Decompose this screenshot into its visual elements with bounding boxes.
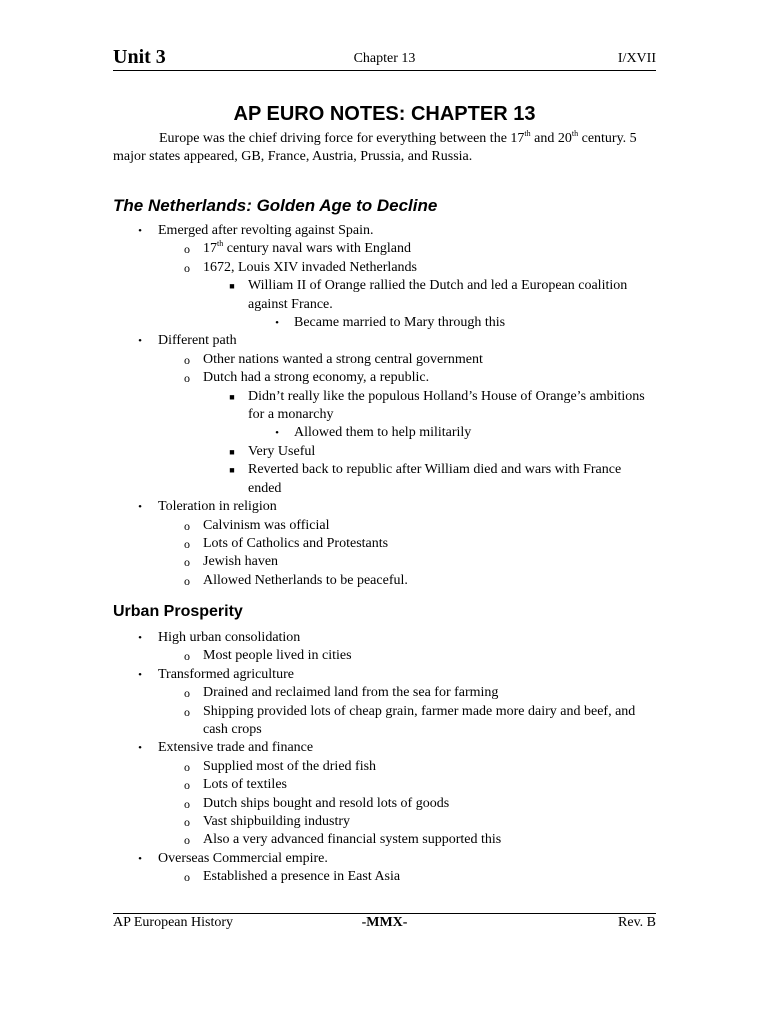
course-name: AP European History — [113, 915, 234, 930]
section-heading-netherlands: The Netherlands: Golden Age to Decline — [113, 196, 438, 215]
list-marker: o — [184, 518, 190, 533]
list-marker: o — [184, 555, 190, 570]
list-item — [113, 831, 656, 849]
list-item-text: Dutch had a strong economy, a republic. — [203, 370, 430, 386]
list-item — [113, 758, 656, 776]
chapter-label: Chapter 13 — [353, 51, 416, 66]
list-item-text-part: century naval wars with England — [223, 241, 412, 257]
list-marker: • — [138, 852, 142, 865]
list-item — [113, 332, 656, 350]
list-item — [113, 703, 656, 740]
intro-sup-1: th — [524, 129, 531, 138]
intro-text-1: Europe was the chief driving force for everything between the 17 — [159, 131, 525, 146]
list-item — [113, 277, 656, 314]
list-marker: • — [275, 427, 279, 440]
list-item — [113, 684, 656, 702]
list-marker: o — [184, 796, 190, 811]
list-marker: o — [184, 371, 190, 386]
list-marker: o — [184, 686, 190, 701]
list-item — [113, 739, 656, 757]
list-item-text: Overseas Commercial empire. — [158, 850, 328, 866]
list-item-text: Other nations wanted a strong central government — [203, 351, 483, 367]
list-item — [113, 351, 656, 369]
list-marker: o — [184, 536, 190, 551]
page-header — [113, 46, 656, 70]
list-marker: • — [138, 668, 142, 681]
list-item — [113, 629, 656, 647]
outline-list-urban-prosperity — [113, 629, 656, 887]
list-item-text — [203, 240, 656, 258]
list-marker: ■ — [229, 446, 235, 457]
footer-rule — [113, 913, 656, 914]
list-item-text: Established a presence in East Asia — [203, 869, 401, 885]
list-marker: o — [184, 833, 190, 848]
list-item-text: Also a very advanced financial system supported this — [203, 832, 502, 848]
list-marker: • — [138, 225, 142, 237]
list-marker: • — [275, 317, 279, 330]
list-item-text: High urban consolidation — [158, 630, 301, 645]
list-item — [113, 222, 656, 240]
list-marker: ■ — [229, 281, 235, 292]
list-item-text: Reverted back to republic after William died and wars with France ended — [248, 462, 622, 496]
list-marker: o — [184, 759, 190, 774]
list-item-text: Lots of textiles — [203, 777, 287, 793]
list-marker: ■ — [229, 465, 235, 476]
list-item — [113, 647, 656, 665]
list-marker: o — [184, 260, 190, 275]
list-item-text: William II of Orange rallied the Dutch and led a European coalition against France. — [248, 278, 628, 312]
document-page — [113, 0, 656, 1024]
list-item-text: Dutch ships bought and resold lots of goods — [203, 795, 450, 811]
section-heading-urban-prosperity: Urban Prosperity — [113, 603, 243, 620]
intro-sup-2: th — [571, 129, 579, 138]
list-marker: • — [138, 335, 142, 348]
list-item — [113, 369, 656, 387]
list-item-text: Became married to Mary through this — [294, 315, 506, 331]
list-item — [113, 517, 656, 535]
list-item — [113, 424, 656, 442]
list-marker: o — [184, 778, 190, 793]
list-item — [113, 259, 656, 277]
outline-list-netherlands — [113, 222, 656, 590]
list-marker: o — [184, 352, 190, 367]
list-item-text: Allowed them to help militarily — [294, 425, 472, 441]
list-marker: o — [184, 815, 190, 830]
list-item-text: Transformed agriculture — [158, 666, 294, 682]
list-item-text: Lots of Catholics and Protestants — [203, 535, 389, 551]
list-marker: ■ — [229, 391, 235, 402]
list-item-text: Most people lived in cities — [203, 648, 352, 664]
list-marker: o — [184, 649, 190, 664]
list-item-text: Extensive trade and finance — [158, 740, 314, 756]
list-item — [113, 553, 656, 571]
list-item — [113, 795, 656, 813]
list-marker: o — [184, 704, 190, 719]
list-item — [113, 776, 656, 794]
list-item-text: Calvinism was official — [203, 517, 330, 533]
unit-label: Unit 3 — [113, 46, 166, 68]
list-item-text: Drained and reclaimed land from the sea for farming — [203, 685, 499, 701]
list-item — [113, 666, 656, 684]
list-item-text: Didn’t really like the populous Holland’s House of Orange’s ambitions for a monarchy — [248, 388, 645, 423]
list-item — [113, 813, 656, 831]
intro-text-2: and 20 — [530, 131, 572, 146]
list-marker: o — [184, 573, 190, 588]
page-number: I/XVII — [617, 51, 656, 66]
intro-paragraph — [113, 130, 656, 166]
list-item-text-part: 17 — [203, 241, 217, 257]
list-marker: o — [184, 242, 190, 257]
footer-year: -MMX- — [361, 915, 408, 930]
list-item-text: 1672, Louis XIV invaded Netherlands — [203, 259, 417, 275]
list-item-text: Emerged after revolting against Spain. — [158, 223, 374, 238]
list-item — [113, 850, 656, 868]
list-marker: o — [184, 870, 190, 885]
intro-text-3: century. 5 major states appeared, GB, France, Austria, Prussia, and Russia. — [113, 131, 637, 164]
list-item-text: Toleration in religion — [158, 499, 277, 515]
list-item — [113, 572, 656, 590]
revision-label: Rev. B — [618, 915, 656, 930]
list-marker: • — [138, 742, 142, 755]
list-item — [113, 535, 656, 553]
list-item-text: Supplied most of the dried fish — [203, 758, 377, 774]
list-item — [113, 314, 656, 332]
list-item — [113, 461, 656, 498]
page-footer — [113, 915, 656, 933]
list-item — [113, 388, 656, 425]
list-item-text: Shipping provided lots of cheap grain, farmer made more dairy and beef, and cash crops — [203, 703, 636, 738]
list-item-text: Jewish haven — [203, 554, 279, 570]
list-item — [113, 498, 656, 516]
list-marker: • — [138, 501, 142, 514]
list-item-text: Different path — [158, 333, 237, 349]
list-item-superscript: th — [217, 239, 224, 249]
list-item — [113, 443, 656, 461]
document-title: AP EURO NOTES: CHAPTER 13 — [233, 103, 536, 125]
header-rule — [113, 70, 656, 71]
list-item — [113, 868, 656, 886]
list-item-text: Vast shipbuilding industry — [203, 814, 351, 830]
list-marker: • — [138, 632, 142, 644]
list-item-text: Allowed Netherlands to be peaceful. — [203, 572, 408, 588]
list-item — [113, 240, 656, 258]
list-item-text: Very Useful — [248, 443, 316, 459]
